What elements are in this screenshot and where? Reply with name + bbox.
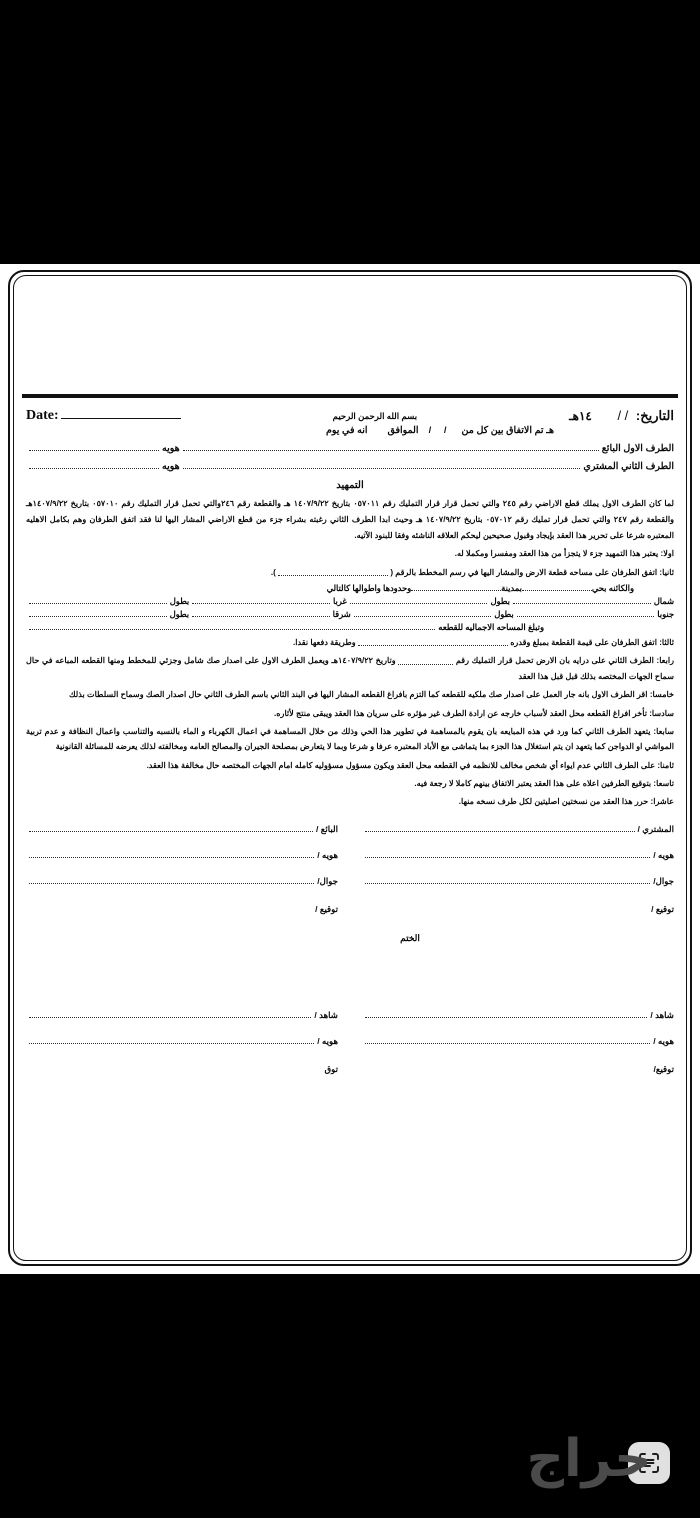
seller-id-label: هويه / (317, 849, 338, 860)
boundary-row-south-east (26, 609, 674, 619)
witness-grid (26, 1010, 674, 1062)
date-label-en-group (26, 408, 181, 424)
clause-10 (26, 794, 674, 809)
buyer-name-field[interactable] (365, 824, 635, 832)
party-id-field-seller[interactable] (29, 443, 159, 451)
buyer-sign-label[interactable]: توقيع / (651, 903, 674, 914)
boundary-row-north-west (26, 596, 674, 606)
buyer-mobile-field[interactable] (365, 876, 650, 884)
preamble-paragraph: لما كان الطرف الاول يملك قطع الاراضي رقم ٢٤٥ والتي تحمل قرار قرار التمليك رقم ٠٥٧٠١١ بتاريخ ١٤٠٧/٩/٢٢ هـ والقطعة رقم ٢٤٦والتي تحمل قرار التمليك رقم ٠٥٧٠١٠ بتاريخ ١٤٠٧/٩/٢٢هـ والقطعة رقم ٢٤٧ والتي تحمل قرار تمليك رقم ٠٥٧٠١٢ بتاريخ ١٤٠٧/٩/٢٢ هـ وحيث ابدا الطرف الثاني رغبته بشراء جزء من قطع الاراضي المشار اليها لنا فقد اتفق الطرفان وهم بكامل الاهليه المعتبره شرعا على تحرير هذا العقد بإيجاد وقبول صحيحين ليحكم العلاقه الناشئه وفقا للبنود الآتيه. (26, 499, 675, 540)
total-area-row (26, 622, 674, 632)
witness-left-id-label: هويه / (653, 1035, 674, 1046)
buyer-mobile-label: جوال/ (653, 875, 674, 886)
boundary-label-west: غربا (332, 596, 347, 607)
location-line (26, 583, 674, 593)
witness-left-name-field[interactable] (365, 1010, 647, 1018)
witness-right-id-row (26, 1036, 338, 1047)
boundary-len-field-west[interactable] (29, 596, 167, 604)
signature-block (26, 824, 674, 944)
boundary-len-label-east: بطول (169, 609, 190, 620)
witness-right-id-label: هويه / (317, 1035, 338, 1046)
witness-right-name-row (26, 1010, 338, 1021)
hijri-year: ١٤هـ (569, 409, 592, 423)
clause-4-deed-number-field[interactable] (398, 658, 453, 665)
basmala-text: بسم الله الرحمن الرحيم (332, 411, 418, 421)
boundary-len-field-south[interactable] (354, 609, 492, 617)
agreement-part3: الموافق (387, 425, 419, 436)
party-row-seller (26, 443, 674, 454)
clause-4-num: رابعا: (656, 656, 674, 666)
form-border-outer (8, 270, 692, 1266)
signature-col-buyer (362, 824, 674, 902)
seller-name-row (26, 824, 338, 835)
boundary-len-label-north: بطول (490, 596, 510, 607)
witness-col-right (26, 1010, 338, 1062)
party-id-label-buyer: هويه (162, 461, 180, 472)
clause-9-num: تاسعا: (653, 779, 674, 789)
date-label-ar: التاريخ: (635, 408, 674, 423)
total-area-field[interactable] (29, 622, 435, 630)
boundary-label-east: شرقا (332, 609, 351, 620)
form-content (14, 398, 686, 1075)
clause-10-num: عاشرا: (650, 797, 674, 807)
document-photo (0, 264, 700, 1274)
seller-name-label: البائع / (316, 823, 338, 834)
seller-sign-label[interactable]: توقيع / (315, 903, 338, 914)
form-header-blank (14, 276, 686, 394)
clause-4-mid: وتاريخ ١٤٠٧/٩/٢٢هـ ويعمل الطرف الاول على اصدار صك شامل وجزئي للمخطط ومنها القطعه المباعه في حال سماح الجهات المختصه بذلك قبل قبل هذا العقد (26, 656, 674, 681)
witness-right-name-field[interactable] (29, 1010, 311, 1018)
witness-left-id-field[interactable] (365, 1036, 650, 1044)
clause-6 (26, 706, 674, 721)
clause-6-text: تأخر افراغ القطعه محل العقد لأسباب خارجه عن ارادة الطرف غير مؤثره على سريان هذا العقد ويبقى منتج لأثاره. (274, 708, 647, 718)
boundary-field-east[interactable] (192, 609, 330, 617)
clause-4-text: الطرف الثاني على درايه بان الارض تحمل قرار التمليك رقم (455, 656, 654, 666)
clause-4 (26, 653, 674, 684)
clause-2-tail: ). (270, 567, 276, 577)
date-label-en: Date: (26, 408, 59, 423)
agreement-part1: انه في يوم (325, 425, 368, 436)
clause-2-plan-number-field[interactable] (278, 569, 388, 576)
location-prefix: والكائنه بحي (591, 583, 634, 594)
party-row-buyer (26, 461, 674, 472)
seller-name-field[interactable] (29, 824, 313, 832)
clause-1 (26, 546, 674, 561)
date-slashes: / / (617, 408, 629, 423)
clause-1-num: اولا: (660, 549, 674, 559)
boundary-field-west[interactable] (192, 596, 330, 604)
date-rule (61, 410, 181, 419)
witness-right-name-label: شاهد / (314, 1009, 338, 1020)
boundary-len-label-west: بطول (169, 596, 190, 607)
seller-mobile-row (26, 876, 338, 887)
form-border-inner (13, 275, 687, 1261)
party-name-field-seller[interactable] (183, 443, 599, 451)
preamble-title: التمهيد (336, 480, 364, 491)
witness-left-id-row (362, 1036, 674, 1047)
seller-mobile-field[interactable] (29, 876, 314, 884)
buyer-name-row (362, 824, 674, 835)
clause-9 (26, 776, 674, 791)
party-id-label-seller: هويه (162, 443, 180, 454)
haraj-watermark: حراج (526, 1429, 652, 1489)
hijri-date-group (569, 408, 674, 424)
date-row (26, 408, 674, 424)
party-id-field-buyer[interactable] (29, 461, 159, 469)
clause-3 (26, 635, 674, 650)
clause-8-num: ثامنا: (657, 760, 674, 770)
clause-5-text: اقر الطرف الاول بانه جار العمل على اصدار صك ملكيه للقطعه كما التزم بافراغ القطعه المشار اليها في البند الثاني باسم الطرف الثاني حال اصدار الصك وسماح السلطات بذلك (68, 690, 648, 700)
buyer-id-row (362, 850, 674, 861)
clause-3-tail: وطريقة دفعها نقدا. (293, 638, 356, 648)
witness-left-name-label: شاهد / (650, 1009, 674, 1020)
clause-3-price-field[interactable] (358, 639, 508, 646)
buyer-id-label: هويه / (653, 849, 674, 860)
city-label: بمدينة (501, 583, 522, 594)
clause-7-num: سابعا: (653, 726, 674, 736)
clause-2-num: ثانيا: (659, 567, 674, 577)
clause-6-num: سادسا: (649, 708, 674, 718)
total-area-label: وتبلغ المساحه الاجماليه للقطعه (438, 622, 544, 633)
boundary-label-north: شمال (653, 596, 674, 607)
clause-2 (26, 565, 674, 580)
boundary-field-north[interactable] (513, 596, 651, 604)
seal-label: الختم (400, 932, 420, 943)
witness-signature-row (26, 1064, 674, 1075)
clause-2-text: اتفق الطرفان على مساحه قطعة الارض والمشار اليها في رسم المخطط بالرقم ( (390, 567, 658, 577)
clause-10-text: حرر هذا العقد من نسختين اصليتين لكل طرف نسخه منها. (458, 797, 649, 807)
seller-id-row (26, 850, 338, 861)
agreement-line (26, 425, 674, 436)
clause-5-num: خامسا: (649, 690, 674, 700)
clause-9-text: بتوقيع الطرفين اعلاه على هذا العقد يعتبر الاتفاق بينهم كاملا لا رجعة فيه. (414, 779, 652, 789)
buyer-name-label: المشتري / (637, 823, 674, 834)
buyer-id-field[interactable] (365, 850, 650, 858)
clause-7 (26, 724, 674, 755)
witness-col-left (362, 1010, 674, 1062)
signature-labels-row (26, 904, 674, 915)
signature-col-seller (26, 824, 338, 902)
clause-1-text: يعتبر هذا التمهيد جزء لا يتجزأ من هذا العقد ومفسرا ومكملا له. (454, 549, 659, 559)
clause-8 (26, 758, 674, 773)
witness-right-id-field[interactable] (29, 1036, 314, 1044)
witness-right-sign-label[interactable]: توق (324, 1063, 338, 1074)
seller-mobile-label: جوال/ (317, 875, 338, 886)
clause-3-num: ثالثا: (659, 638, 674, 648)
boundary-label-south: جنوبا (657, 609, 674, 620)
clause-3-text: اتفق الطرفان على قيمة القطعة بمبلغ وقدره (510, 638, 657, 648)
party-name-field-buyer[interactable] (183, 461, 581, 469)
district-field[interactable] (522, 584, 592, 591)
boundary-len-label-south: بطول (494, 609, 514, 620)
boundary-len-field-east[interactable] (29, 609, 167, 617)
boundary-len-field-north[interactable] (350, 596, 488, 604)
boundary-field-south[interactable] (517, 609, 655, 617)
witness-left-sign-label[interactable]: توقيع/ (653, 1063, 674, 1074)
agreement-slash: / / (428, 425, 452, 436)
party-label-seller: الطرف الاول البائع (601, 443, 674, 454)
witness-left-name-row (362, 1010, 674, 1021)
witness-block (26, 1010, 674, 1075)
party-label-buyer: الطرف الثاني المشتري (583, 461, 674, 472)
agreement-part2: هـ تم الاتفاق بين كل من (461, 425, 554, 436)
clause-5 (26, 687, 674, 702)
location-suffix: وحدودها واطوالها كالتالي (326, 583, 412, 594)
city-field[interactable] (411, 584, 501, 591)
clause-8-text: على الطرف الثاني عدم ايواء أي شخص مخالف للانظمه في القطعه محل العقد ويكون مسؤول مسؤوليه كامله امام الجهات المختصه حال مخالفة هذا العقد. (146, 760, 656, 770)
signature-grid (26, 824, 674, 902)
clause-7-text: يتعهد الطرف الثاني كما ورد في هذه المبايعه بان يقوم بالمساهمة في تطوير هذا الحي وذلك من خلال المساهمة في اعمال الكهرباء و الماء بالنسبه والتناسب واعمال النظافة و عدم تربية المواشي او الدواجن كما يتعهد ان يتم استغلال هذا الجزء بما يتماشى مع الأباد المعتبره عرفا و شرعا وبما لا يتعارض بمصلحة الجيران والمصالح العامه ومخالفته لذلك يعرضه للمسائلة القانونية (26, 726, 674, 752)
buyer-mobile-row (362, 876, 674, 887)
seller-id-field[interactable] (29, 850, 314, 858)
